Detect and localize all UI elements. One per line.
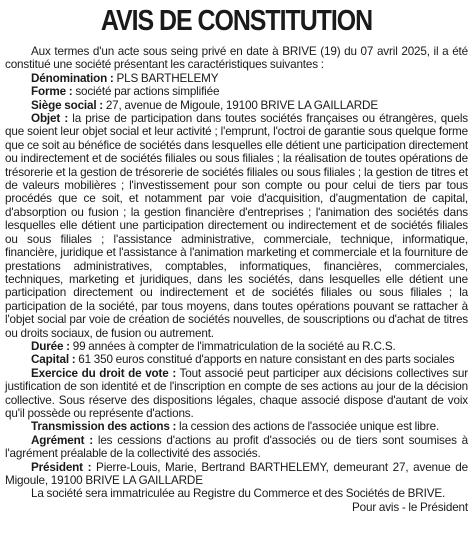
objet-label: Objet : bbox=[31, 112, 69, 126]
agrement-paragraph bbox=[5, 434, 468, 461]
denomination-label: Dénomination : bbox=[31, 71, 114, 85]
transmission-line bbox=[5, 420, 468, 433]
president-value: Pierre-Louis, Marie, Bertrand BARTHELEMY, demeurant 27, avenue de Migoule, 19100 BRIVE LA GAILLARDE bbox=[5, 460, 468, 487]
duree-value: 99 années à compter de l'immatriculation de la société au R.C.S. bbox=[69, 339, 396, 353]
droit-vote-paragraph bbox=[5, 367, 468, 421]
objet-value: la prise de participation dans toutes sociétés françaises ou étrangères, quels que soient leur objet social et leur activité ; l'emprunt, l'octroi de garantie sous quelque forme que ce soit au bénéfice de sociétés dans lesquelles elle détient une participation directement ou indirectement et de sociétés filiales ou sous filiales ; la réalisation de toutes opérations de trésorerie et la gestion de trésorerie de sociétés filiales ou sous filiales ; la gestion de titres et de valeurs mobilières ; l'investissement pour son compte ou pour celui de tiers par tous procédés que ce soit, et notamment par voie d'acquisition, d'augmentation de capital, d'absorption ou fusion ; la gestion financière d'entreprises ; l'animation des sociétés dans lesquelles elle détient une participation directement ou indirectement et de sociétés filiales ou sous filiales ; l'assistance administrative, commerciale, technique, informatique, financière, juridique et l'assistance à l'animation marketing et commerciale et la fourniture de prestations administratives, comptables, informatiques, financières, commerciales, techniques, marketing et juridiques, dans les sociétés, dans lesquelles elle détient une participation directement ou indirectement et de sociétés filiales ou sous filiales ; la participation de la société, par tous moyens, dans toutes opérations pouvant se rattacher à l'objet social par voie de création de sociétés nouvelles, de souscriptions ou d'achat de titres ou droits sociaux, de fusion ou autrement. bbox=[5, 112, 468, 340]
capital-line bbox=[5, 353, 468, 366]
droit-vote-label: Exercice du droit de vote : bbox=[31, 366, 177, 380]
president-paragraph bbox=[5, 461, 468, 488]
duree-line bbox=[5, 340, 468, 353]
notice-title: AVIS DE CONSTITUTION bbox=[100, 5, 373, 37]
agrement-label: Agrément : bbox=[31, 433, 93, 447]
intro-paragraph: Aux termes d'un acte sous seing privé en date à BRIVE (19) du 07 avril 2025, il a été constitué une société présentant les caractéristiques suivantes : bbox=[5, 45, 468, 72]
objet-paragraph bbox=[5, 112, 468, 340]
president-label: Président : bbox=[31, 460, 92, 474]
duree-label: Durée : bbox=[31, 339, 70, 353]
signature-line: Pour avis - le Président bbox=[351, 500, 468, 514]
siege-line bbox=[5, 99, 468, 112]
denomination-value: PLS BARTHELEMY bbox=[113, 71, 219, 85]
denomination-line bbox=[5, 72, 468, 85]
capital-value: 61 350 euros constitué d'apports en nature consistant en des parts sociales bbox=[75, 353, 455, 367]
siege-value: 27, avenue de Migoule, 19100 BRIVE LA GAILLARDE bbox=[103, 98, 378, 112]
immatriculation-line: La société sera immatriculée au Registre du Commerce et des Sociétés de BRIVE. bbox=[31, 487, 446, 501]
forme-line bbox=[5, 85, 468, 98]
transmission-label: Transmission des actions : bbox=[31, 420, 177, 434]
forme-label: Forme : bbox=[31, 85, 73, 99]
transmission-value: la cession des actions de l'associée unique est libre. bbox=[176, 420, 440, 434]
droit-vote-value: Tout associé peut participer aux décisions collectives sur justification de son identité et de l'inscription en compte de ses actions au jour de la décision collective. Sous réserve des dispositions légales, chaque associé dispose d'autant de voix qu'il possède ou représente d'actions. bbox=[5, 366, 468, 420]
notice-body bbox=[5, 45, 468, 514]
agrement-value: les cessions d'actions au profit d'associés ou de tiers sont soumises à l'agrément préalable de la collectivité des associés. bbox=[5, 433, 468, 461]
siege-label: Siège social : bbox=[31, 98, 104, 112]
forme-value: société par actions simplifiée bbox=[72, 85, 220, 99]
capital-label: Capital : bbox=[31, 353, 76, 367]
